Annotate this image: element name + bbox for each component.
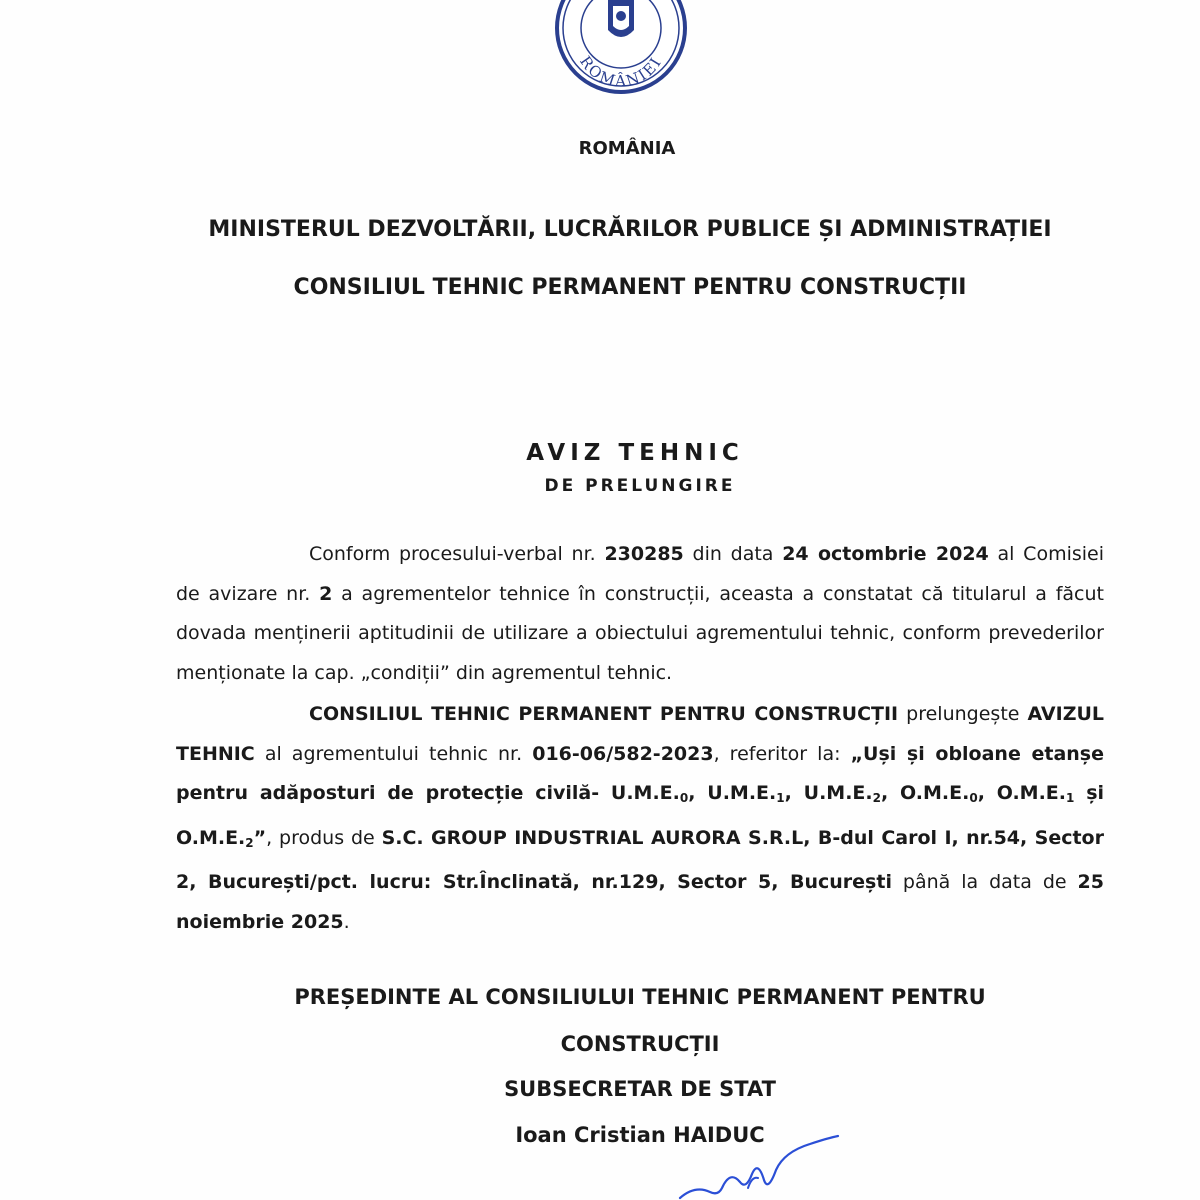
valid-until-date: 25 noiembrie 2025 bbox=[176, 871, 1104, 933]
romanian-government-seal-icon bbox=[553, 0, 689, 96]
aviz-label: AVIZUL TEHNIC bbox=[176, 703, 1105, 765]
producer-info: S.C. GROUP INDUSTRIAL AURORA S.R.L, B-dul Carol I, nr.54, Sector 2, București/pct. lucru: Str.Înclinată, nr.129, Sector 5, București bbox=[176, 826, 1104, 893]
product-description: „Uși și obloane etanșe pentru adăposturi de protecție civilă- $U.M.E._0$, $U.M.E._1$, $U.M.E._2$, $O.M.E._0$, $O.M.E._1$ și $O.M.E._2$” bbox=[176, 742, 1105, 850]
commission-number: 2 bbox=[319, 582, 333, 605]
paragraph-extension: CONSILIUL TEHNIC PERMANENT PENTRU CONSTRUCȚII prelungește AVIZUL TEHNIC al agrementului tehnic nr. 016-06/582-2023, referitor la: „Uși și obloane etanșe pentru adăposturi de protecție civilă- $U.M.E._0$, $U.M.E._1$, $U.M.E._2$, $O.M.E._0$, $O.M.E._1$ și $O.M.E._2$”, produs de S.C. GROUP INDUSTRIAL AURORA S.R.L, B-dul Carol I, nr.54, Sector 2, București/pct. lucru: Str.Înclinată, nr.129, Sector 5, București până la data de 25 noiembrie 2025. bbox=[176, 703, 1105, 933]
signatory-title-line2: CONSTRUCȚII bbox=[560, 1032, 720, 1056]
document-title: AVIZ TEHNIC bbox=[526, 440, 744, 466]
pv-date: 24 octombrie 2024 bbox=[782, 543, 989, 565]
signatory-name: Ioan Cristian HAIDUC bbox=[515, 1123, 765, 1147]
council-heading: CONSILIUL TEHNIC PERMANENT PENTRU CONSTRUCȚII bbox=[293, 275, 967, 300]
ministry-heading: MINISTERUL DEZVOLTĂRII, LUCRĂRILOR PUBLICE ȘI ADMINISTRAȚIEI bbox=[208, 217, 1052, 242]
handwritten-signature-icon bbox=[660, 1130, 850, 1200]
document-subtitle: DE PRELUNGIRE bbox=[544, 476, 736, 496]
agrement-number: 016-06/582-2023 bbox=[532, 742, 714, 765]
seal-text: ROMÂNIEI bbox=[576, 52, 666, 91]
signatory-role: SUBSECRETAR DE STAT bbox=[504, 1077, 776, 1101]
signatory-title-line1: PREȘEDINTE AL CONSILIULUI TEHNIC PERMANENT PENTRU bbox=[294, 985, 986, 1009]
council-name: CONSILIUL TEHNIC PERMANENT PENTRU CONSTRUCȚII bbox=[309, 703, 899, 725]
country-heading: ROMÂNIA bbox=[578, 138, 676, 159]
pv-number: 230285 bbox=[604, 543, 684, 565]
paragraph-procedure: Conform procesului-verbal nr. 230285 din data 24 octombrie 2024 al Comisiei de avizare nr. 2 a agrementelor tehnice în construcții, aceasta a constatat că titularul a făcut dovada menținerii aptitudinii de utilizare a obiectului agrementului tehnic, conform prevederilor menționate la cap. „condiții” din agrementul tehnic. bbox=[176, 543, 1104, 684]
